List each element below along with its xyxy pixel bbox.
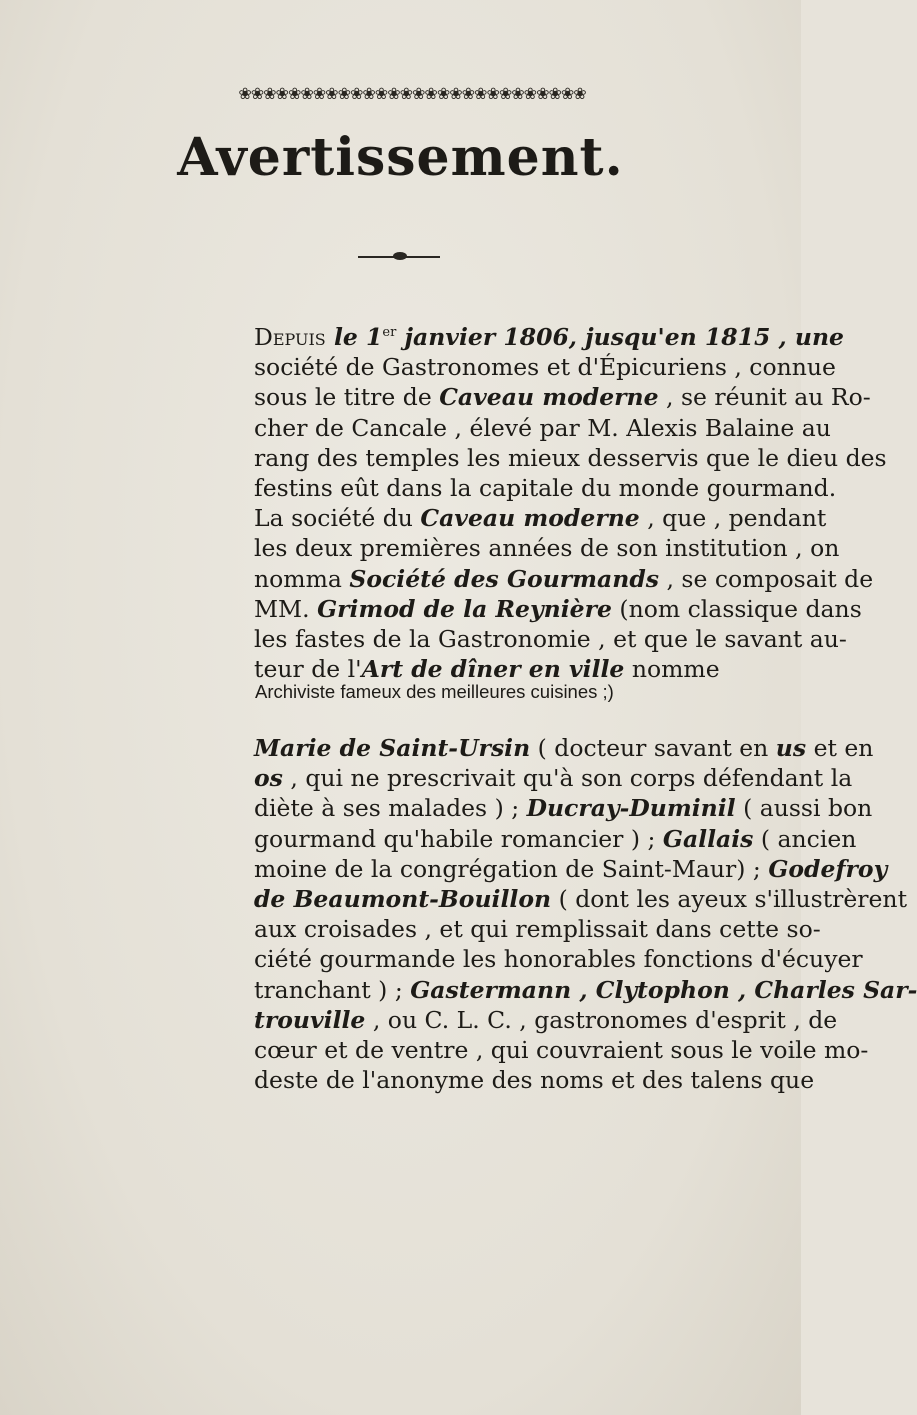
text-line: diète à ses malades ) ; Ducray-Duminil ( aussi bon — [254, 794, 873, 823]
quoted-verse-line: Archiviste fameux des meilleures cuisines ;) — [255, 681, 614, 702]
text-line: teur de l'Art de dîner en ville nomme — [254, 655, 720, 684]
text-line: deste de l'anonyme des noms et des talens que — [254, 1066, 815, 1095]
text-line: os , qui ne prescrivait qu'à son corps défendant la — [254, 764, 853, 793]
text-line: nomma Société des Gourmands , se composait de — [254, 564, 874, 593]
text-line: Depuis le 1er janvier 1806, jusqu'en 1815 , une — [254, 323, 844, 351]
text-line: festins eût dans la capitale du monde gourmand. — [254, 474, 837, 502]
page-title: Avertissement. — [177, 127, 624, 188]
text-line: les fastes de la Gastronomie , et que le savant au- — [254, 625, 847, 653]
text-line: La société du Caveau moderne , que , pendant — [254, 504, 827, 533]
text-line: aux croisades , et qui remplissait dans cette so- — [254, 915, 821, 944]
text-line: Marie de Saint-Ursin ( docteur savant en us et en — [254, 734, 874, 762]
text-line: de Beaumont-Bouillon ( dont les ayeux s'illustrèrent — [254, 885, 908, 913]
text-line: cœur et de ventre , qui couvraient sous le voile mo- — [254, 1036, 869, 1064]
text-line: MM. Grimod de la Reynière (nom classique dans — [254, 594, 862, 623]
text-line: trouville , ou C. L. C. , gastronomes d'esprit , de — [254, 1005, 838, 1034]
text-line: gourmand qu'habile romancier ) ; Gallais ( ancien — [254, 824, 857, 853]
text-line: les deux premières années de son institution , on — [254, 534, 840, 563]
ornamental-header-band: ❀❀❀❀❀❀❀❀❀❀❀❀❀❀❀❀❀❀❀❀❀❀❀❀❀❀❀❀ — [238, 84, 586, 103]
divider-ornament-icon — [393, 252, 407, 260]
text-line: moine de la congrégation de Saint-Maur) ; Godefroy — [254, 854, 888, 883]
text-line: rang des temples les mieux desservis que le dieu des — [254, 443, 887, 472]
text-line: société de Gastronomes et d'Épicuriens , connue — [254, 353, 836, 382]
text-line: tranchant ) ; Gastermann , Clytophon , Charles Sar- — [254, 975, 917, 1004]
text-line: ciété gourmande les honorables fonctions d'écuyer — [254, 945, 863, 974]
text-line: cher de Cancale , élevé par M. Alexis Balaine au — [254, 413, 831, 442]
text-line: sous le titre de Caveau moderne , se réunit au Ro- — [254, 383, 871, 412]
